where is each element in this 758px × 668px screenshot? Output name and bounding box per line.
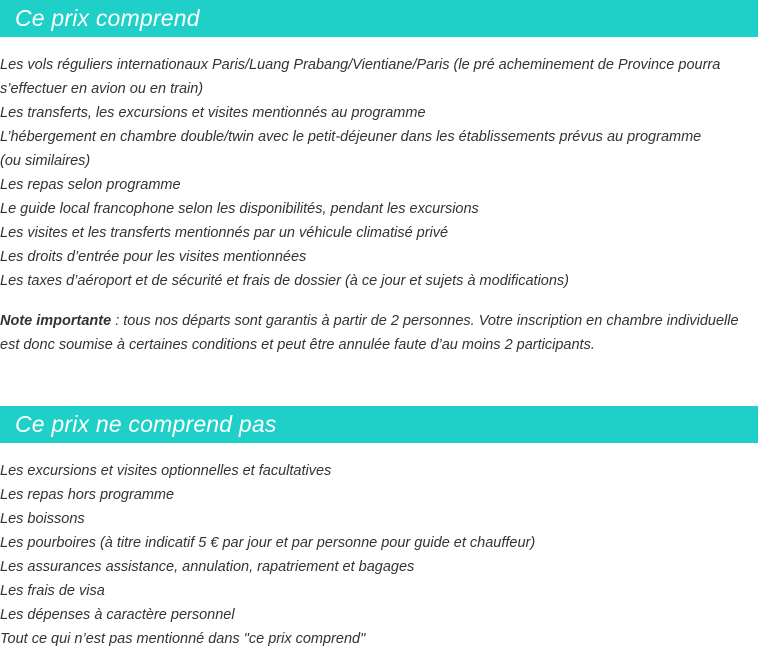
excluded-title: Ce prix ne comprend pas <box>15 411 277 437</box>
excluded-list <box>0 459 745 651</box>
list-item: Tout ce qui n’est pas mentionné dans "ce prix comprend" <box>0 631 366 647</box>
list-item: Les vols réguliers internationaux Paris/Luang Prabang/Vientiane/Paris (le pré acheminement de Province pourra s’effectuer en avion ou en train) <box>0 57 721 97</box>
list-item: Les assurances assistance, annulation, rapatriement et bagages <box>0 559 415 575</box>
excluded-section <box>0 406 758 651</box>
included-banner <box>0 0 758 37</box>
important-note <box>0 309 750 357</box>
list-item: Les visites et les transferts mentionnés par un véhicule climatisé privé <box>0 225 449 241</box>
list-item: Les pourboires (à titre indicatif 5 € par jour et par personne pour guide et chauffeur) <box>0 535 536 551</box>
list-item: Les transferts, les excursions et visites mentionnés au programme <box>0 105 426 121</box>
list-item: Les dépenses à caractère personnel <box>0 607 235 623</box>
included-list <box>0 53 725 293</box>
list-item: Les excursions et visites optionnelles et facultatives <box>0 463 332 479</box>
note-text: : tous nos départs sont garantis à partir de 2 personnes. Votre inscription en chambre individuelle est donc soumise à certaines conditions et peut être annulée faute d’au moins 2 participants. <box>0 313 739 353</box>
list-item: Les boissons <box>0 511 85 527</box>
excluded-banner <box>0 406 758 443</box>
list-item: L’hébergement en chambre double/twin avec le petit-déjeuner dans les établissements prévus au programme (ou similaires) <box>0 129 702 169</box>
included-title: Ce prix comprend <box>15 5 200 31</box>
list-item: Les taxes d’aéroport et de sécurité et frais de dossier (à ce jour et sujets à modifications) <box>0 273 570 289</box>
list-item: Les droits d’entrée pour les visites mentionnées <box>0 249 307 265</box>
note-label: Note importante <box>0 313 112 329</box>
list-item: Les frais de visa <box>0 583 105 599</box>
list-item: Les repas selon programme <box>0 177 181 193</box>
list-item: Les repas hors programme <box>0 487 175 503</box>
list-item: Le guide local francophone selon les disponibilités, pendant les excursions <box>0 201 479 217</box>
